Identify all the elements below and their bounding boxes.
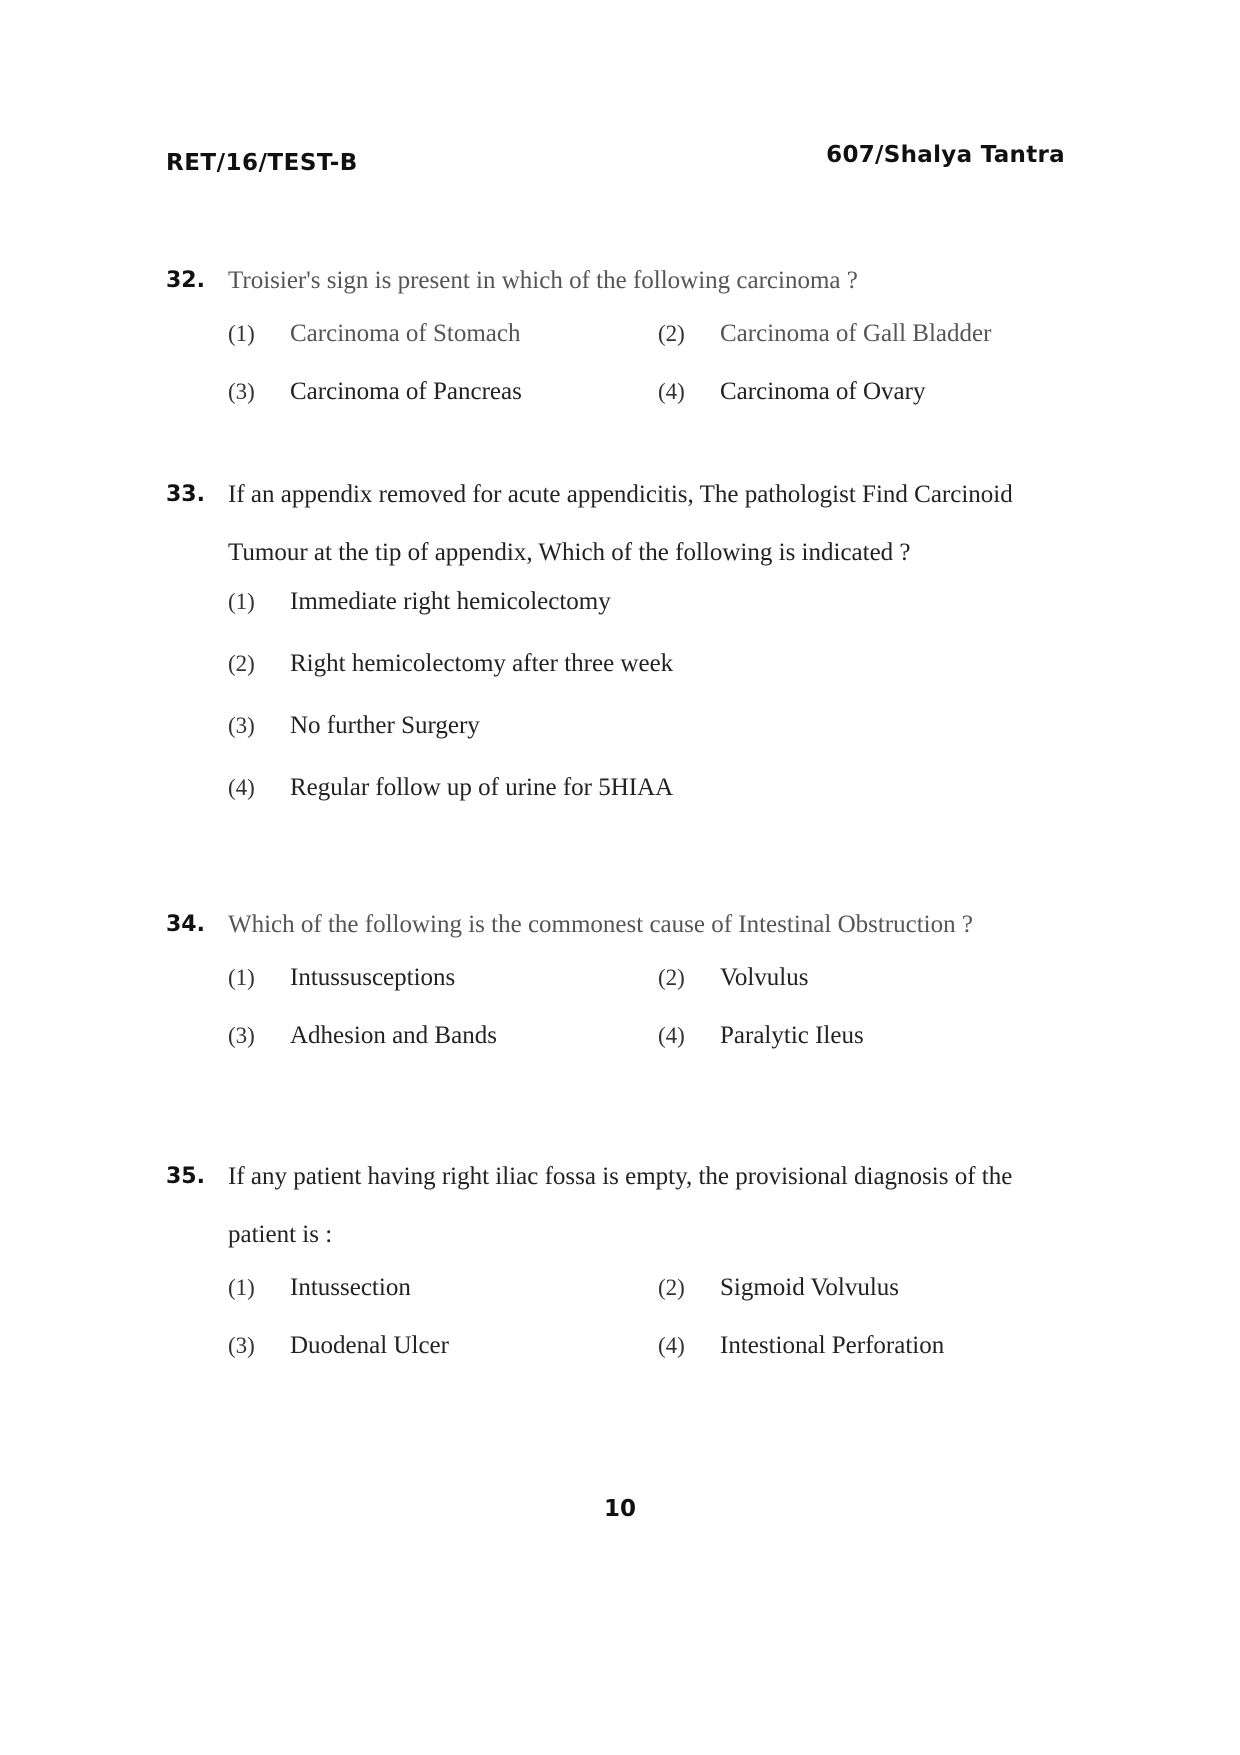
option-text: Duodenal Ulcer [290,1332,449,1359]
option-number: (3) [228,1333,255,1358]
option-number: (2) [658,965,685,990]
option-2 [228,650,1088,686]
option-text: Carcinoma of Ovary [720,378,926,405]
option-number: (1) [228,589,255,614]
question-number: 33. [166,482,205,507]
question-text: If an appendix removed for acute appendicitis, The pathologist Find Carcinoid Tumour at the tip of appendix, Which of the following is indicated ? [228,481,1013,566]
option-2 [658,964,1088,1000]
option-number: (4) [228,775,255,800]
option-3 [228,1332,658,1368]
option-4 [658,378,1088,414]
option-list [228,964,1086,1058]
option-number: (3) [228,379,255,404]
option-3 [228,712,1088,748]
option-text: Intussusceptions [290,964,456,991]
option-list [228,1274,1086,1368]
option-number: (1) [228,321,255,346]
option-4 [228,774,1088,810]
option-number: (1) [228,1275,255,1300]
option-number: (3) [228,1023,255,1048]
option-text: Carcinoma of Pancreas [290,378,522,405]
option-number: (2) [658,321,685,346]
option-list [228,588,1086,810]
option-text: Intussection [290,1274,411,1301]
option-number: (3) [228,713,255,738]
question-34 [166,912,1086,1058]
question-number: 32. [166,268,205,293]
option-1 [228,1274,658,1310]
question-32 [166,268,1086,414]
option-4 [658,1332,1088,1368]
question-number: 34. [166,912,205,937]
question-33 [166,482,1086,810]
question-35 [166,1164,1086,1368]
option-number: (4) [658,1023,685,1048]
paper-code: RET/16/TEST-B [166,150,358,176]
option-number: (2) [658,1275,685,1300]
page-number: 10 [603,1496,636,1522]
option-1 [228,320,658,356]
option-number: (4) [658,379,685,404]
question-text: Which of the following is the commonest cause of Intestinal Obstruction ? [228,911,973,938]
option-text: No further Surgery [290,712,480,739]
option-4 [658,1022,1088,1058]
option-text: Sigmoid Volvulus [720,1274,899,1301]
option-text: Right hemicolectomy after three week [290,650,674,677]
option-text: Adhesion and Bands [290,1022,497,1049]
option-3 [228,1022,658,1058]
option-number: (2) [228,651,255,676]
option-text: Immediate right hemicolectomy [290,588,611,615]
option-number: (4) [658,1333,685,1358]
option-text: Paralytic Ileus [720,1022,864,1049]
option-number: (1) [228,965,255,990]
subject-title: 607/Shalya Tantra [826,142,1065,168]
option-3 [228,378,658,414]
option-text: Intestional Perforation [720,1332,945,1359]
option-2 [658,320,1088,356]
option-1 [228,588,1088,624]
question-text: Troisier's sign is present in which of the following carcinoma ? [228,267,858,294]
option-1 [228,964,658,1000]
option-text: Carcinoma of Stomach [290,320,521,347]
option-text: Regular follow up of urine for 5HIAA [290,774,674,801]
question-number: 35. [166,1164,205,1189]
option-2 [658,1274,1088,1310]
question-text: If any patient having right iliac fossa is empty, the provisional diagnosis of the patient is : [228,1163,1013,1248]
option-text: Volvulus [720,964,809,991]
option-text: Carcinoma of Gall Bladder [720,320,992,347]
option-list [228,320,1086,414]
